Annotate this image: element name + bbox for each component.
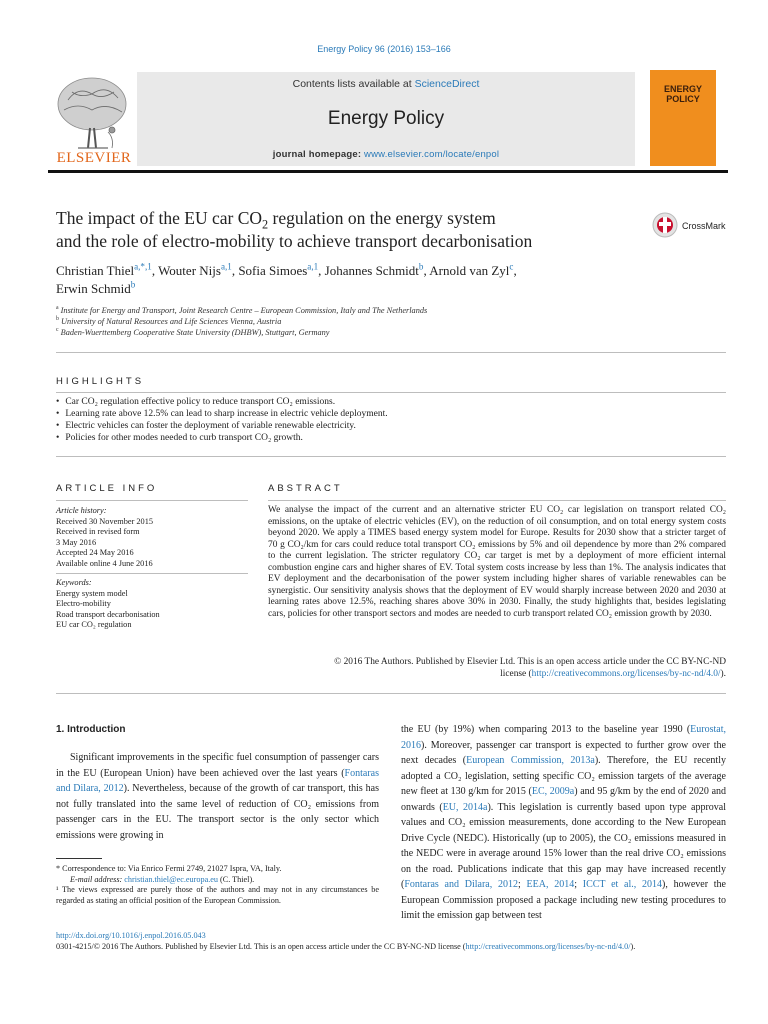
- citation-link[interactable]: Fontaras and Dilara, 2012: [404, 879, 518, 890]
- article-info: [56, 506, 248, 631]
- article-history-line: Accepted 24 May 2016: [56, 548, 134, 557]
- citation-link[interactable]: European Commission, 2013a: [466, 755, 595, 766]
- bottom-license-line: 0301-4215/© 2016 The Authors. Published by Elsevier Ltd. This is an open access article under the CC BY-NC-ND license (http://creativecommons.org/licenses/by-nc-nd/4.0/).: [56, 942, 636, 951]
- homepage-label: journal homepage:: [272, 149, 365, 160]
- sciencedirect-link[interactable]: ScienceDirect: [414, 78, 480, 90]
- citation-link[interactable]: EEA, 2014: [526, 879, 575, 890]
- divider: [56, 352, 726, 353]
- doi-link[interactable]: http://dx.doi.org/10.1016/j.enpol.2016.05.043: [56, 931, 206, 940]
- article-history-line: Received 30 November 2015: [56, 516, 153, 526]
- highlight-item: • Car CO₂ regulation effective policy to reduce transport CO₂ emissions.: [56, 396, 726, 408]
- body-column-left: Significant improvements in the specific fuel consumption of passenger cars in the EU (European Union) have been achieved over the last years (Fontaras and Dilara, 2012). Nevertheless, because of the growth of car transport, this has not fully translated into the same level of reduction of CO₂ emissions from passenger cars in the EU. The transport sector is the only sector which emissions were growing in: [56, 752, 379, 841]
- keywords-label: Keywords:: [56, 578, 92, 587]
- affiliation-list: [56, 305, 716, 338]
- citation-link[interactable]: Eurostat, 2016: [401, 724, 726, 751]
- copyright-line: © 2016 The Authors. Published by Elsevier Ltd. This is an open access article under the CC BY-NC-ND: [334, 657, 726, 667]
- author-affiliation-marker[interactable]: a,1: [220, 261, 232, 272]
- affiliation: $^a$ Institute for Energy and Transport, Joint Research Centre – European Commission, Italy and The Netherlands: [56, 305, 428, 315]
- affiliation: $^c$ Baden-Wuerttemberg Cooperative State University (DHBW), Stuttgart, Germany: [56, 327, 330, 337]
- abstract-text: We analyse the impact of the current and an alternative stricter EU CO₂ car legislation on transport related CO₂ emissions, on the uptake of electric vehicles (EV), on the reduction of oil consumption, and on total energy system costs beyond 2020. We apply a TIMES based energy system model for Europe. Results for 2030 show that a stricter target of 70 g CO₂/km for cars could reduce total transport CO₂ emissions by 5% and oil dependence by more than 2% compared to the current legislation. The stricter regulatory CO₂ car target is met by a deployment of more efficient internal combustion engine cars and higher shares of EV. Total system costs increase by less than 1%. The analysis indicates that EV deployment and the decarbonisation of the power system including higher shares of variable renewables can be synergistic. Our sensitivity analysis shows that the deployment of EV would sharply increase between 2020 and 2030 at learning rates above 12.5%, reaching shares above 30% in 2030. Finally, the study highlights that, besides legislating cars, policies for other transport sectors and modes are needed to curb transport related CO₂ emission growth by 2030.: [268, 505, 726, 619]
- homepage-link[interactable]: www.elsevier.com/locate/enpol: [364, 149, 500, 160]
- article-history-line: Received in revised form: [56, 527, 140, 536]
- footnote-divider: [56, 858, 102, 859]
- citation-link[interactable]: ICCT et al., 2014: [582, 879, 663, 890]
- disclaimer-footnote: ¹ The views expressed are purely those of the authors and may not in any circumstances be regarded as stating an official position of the European Commission.: [56, 885, 379, 905]
- body-column-right: the EU (by 19%) when comparing 2013 to the baseline year 1990 (Eurostat, 2016). Moreover, passenger car transport is expected to further grow over the next decades (European Commission, 2013a). Therefore, the EU recently adopted a CO₂ legislation, setting specific CO₂ emission targets of the average new fleet at 130 g/km for 2015 (EC, 2009a) and 95 g/km by the end of 2020 and onwards (EU, 2014a). This legislation is currently based upon type approval values and CO₂ emission measurements, done according to the New European Drive Cycle (NEDC). Historically (up to 2005), the CO₂ emissions measured in the NEDC were in average around 15% lower than the real drive CO₂ emissions on the road. Publications indicate that this gap may have increased recently (Fontaras and Dilara, 2012; EEA, 2014; ICCT et al., 2014), however the European Commission proposed a package including new testing procedures to limit the emission gap between test: [401, 724, 727, 921]
- author[interactable]: Johannes Schmidt: [324, 263, 419, 278]
- journal-homepage-line: [137, 149, 635, 160]
- contents-prefix: Contents lists available at: [292, 78, 415, 90]
- abstract-heading: ABSTRACT: [268, 483, 343, 494]
- copyright-notice: © 2016 The Authors. Published by Elsevier Ltd. This is an open access article under the CC BY-NC-ND license (http://creativecommons.org/licenses/by-nc-nd/4.0/).: [334, 657, 726, 679]
- license-link[interactable]: http://creativecommons.org/licenses/by-nc-nd/4.0/: [465, 942, 631, 951]
- title-subscript: 2: [262, 217, 269, 232]
- author[interactable]: Wouter Nijs: [158, 263, 221, 278]
- divider: [56, 573, 248, 574]
- article-info-heading: ARTICLE INFO: [56, 483, 158, 494]
- highlight-item: • Policies for other modes needed to curb transport CO₂ growth.: [56, 432, 726, 444]
- author-affiliation-marker[interactable]: b: [130, 279, 136, 290]
- author[interactable]: Sofia Simoes: [238, 263, 308, 278]
- citation-link[interactable]: Fontaras and Dilara, 2012: [56, 767, 379, 794]
- divider: [56, 500, 248, 501]
- cover-title: [654, 84, 712, 104]
- crossmark-icon: [652, 212, 678, 240]
- divider: [56, 693, 726, 694]
- correspondence-footnote: * Correspondence to: Via Enrico Fermi 2749, 21027 Ispra, VA, Italy.: [56, 864, 282, 873]
- keyword: Energy system model: [56, 588, 128, 598]
- journal-name: Energy Policy: [327, 108, 445, 129]
- author[interactable]: Arnold van Zyl: [429, 263, 510, 278]
- license-link[interactable]: http://creativecommons.org/licenses/by-nc-nd/4.0/: [531, 668, 721, 679]
- divider: [56, 456, 726, 457]
- cover-title-line-1: ENERGY: [663, 84, 702, 94]
- article-history-label: Article history:: [56, 506, 107, 515]
- paper-title: [56, 207, 636, 253]
- citation-link[interactable]: EU, 2014a: [442, 801, 488, 813]
- title-line-2: and the role of electro-mobility to achieve transport decarbonisation: [56, 231, 533, 251]
- author-affiliation-marker[interactable]: a,1: [307, 261, 319, 272]
- crossmark-label: CrossMark: [682, 221, 726, 231]
- divider: [268, 500, 726, 501]
- author-affiliation-marker[interactable]: a,*,1: [134, 261, 152, 272]
- section-heading: 1. Introduction: [56, 724, 126, 735]
- highlight-item: • Electric vehicles can foster the deployment of variable renewable electricity.: [56, 420, 726, 432]
- keyword: EU car CO₂ regulation: [56, 620, 132, 629]
- elsevier-wordmark: ELSEVIER: [56, 150, 132, 166]
- citation-link[interactable]: EC, 2009a: [531, 786, 575, 797]
- highlights-list: [56, 396, 726, 444]
- keyword: Road transport decarbonisation: [56, 609, 160, 619]
- author-affiliation-marker[interactable]: b: [418, 261, 424, 272]
- author-list: Christian Thiel$^{a,*,1}$, Wouter Nijs$^{a,1}$, Sofia Simoes$^{a,1}$, Johannes Schmidt$^b$, Arnold van Zyl$^c$, Erwin Schmid$^b$: [56, 261, 517, 296]
- crossmark-badge[interactable]: [652, 212, 742, 242]
- email-footnote: E-mail address: christian.thiel@ec.europa.eu (C. Thiel).: [70, 874, 255, 884]
- journal-cover-image[interactable]: [650, 70, 716, 166]
- title-part-1: The impact of the EU car CO: [56, 208, 263, 228]
- footnotes: [56, 864, 379, 906]
- title-part-2: regulation on the energy system: [268, 208, 496, 228]
- journal-reference-link[interactable]: Energy Policy 96 (2016) 153–166: [317, 44, 451, 54]
- author[interactable]: Erwin Schmid: [56, 281, 131, 296]
- article-history-line: 3 May 2016: [56, 537, 97, 547]
- author-affiliation-marker[interactable]: c: [509, 261, 514, 272]
- keyword: Electro-mobility: [56, 599, 111, 608]
- highlight-item: • Learning rate above 12.5% can lead to sharp increase in electric vehicle deployment.: [56, 408, 726, 420]
- contents-line: [137, 78, 635, 90]
- article-history-line: Available online 4 June 2016: [56, 558, 153, 568]
- header-divider: [48, 170, 728, 173]
- highlights-heading: HIGHLIGHTS: [56, 376, 145, 387]
- divider: [56, 392, 726, 393]
- affiliation: $^b$ University of Natural Resources and Life Sciences Vienna, Austria: [56, 316, 282, 326]
- author-email-link[interactable]: christian.thiel@ec.europa.eu: [124, 874, 218, 884]
- author[interactable]: Christian Thiel: [56, 263, 135, 278]
- cover-title-line-2: POLICY: [666, 94, 700, 104]
